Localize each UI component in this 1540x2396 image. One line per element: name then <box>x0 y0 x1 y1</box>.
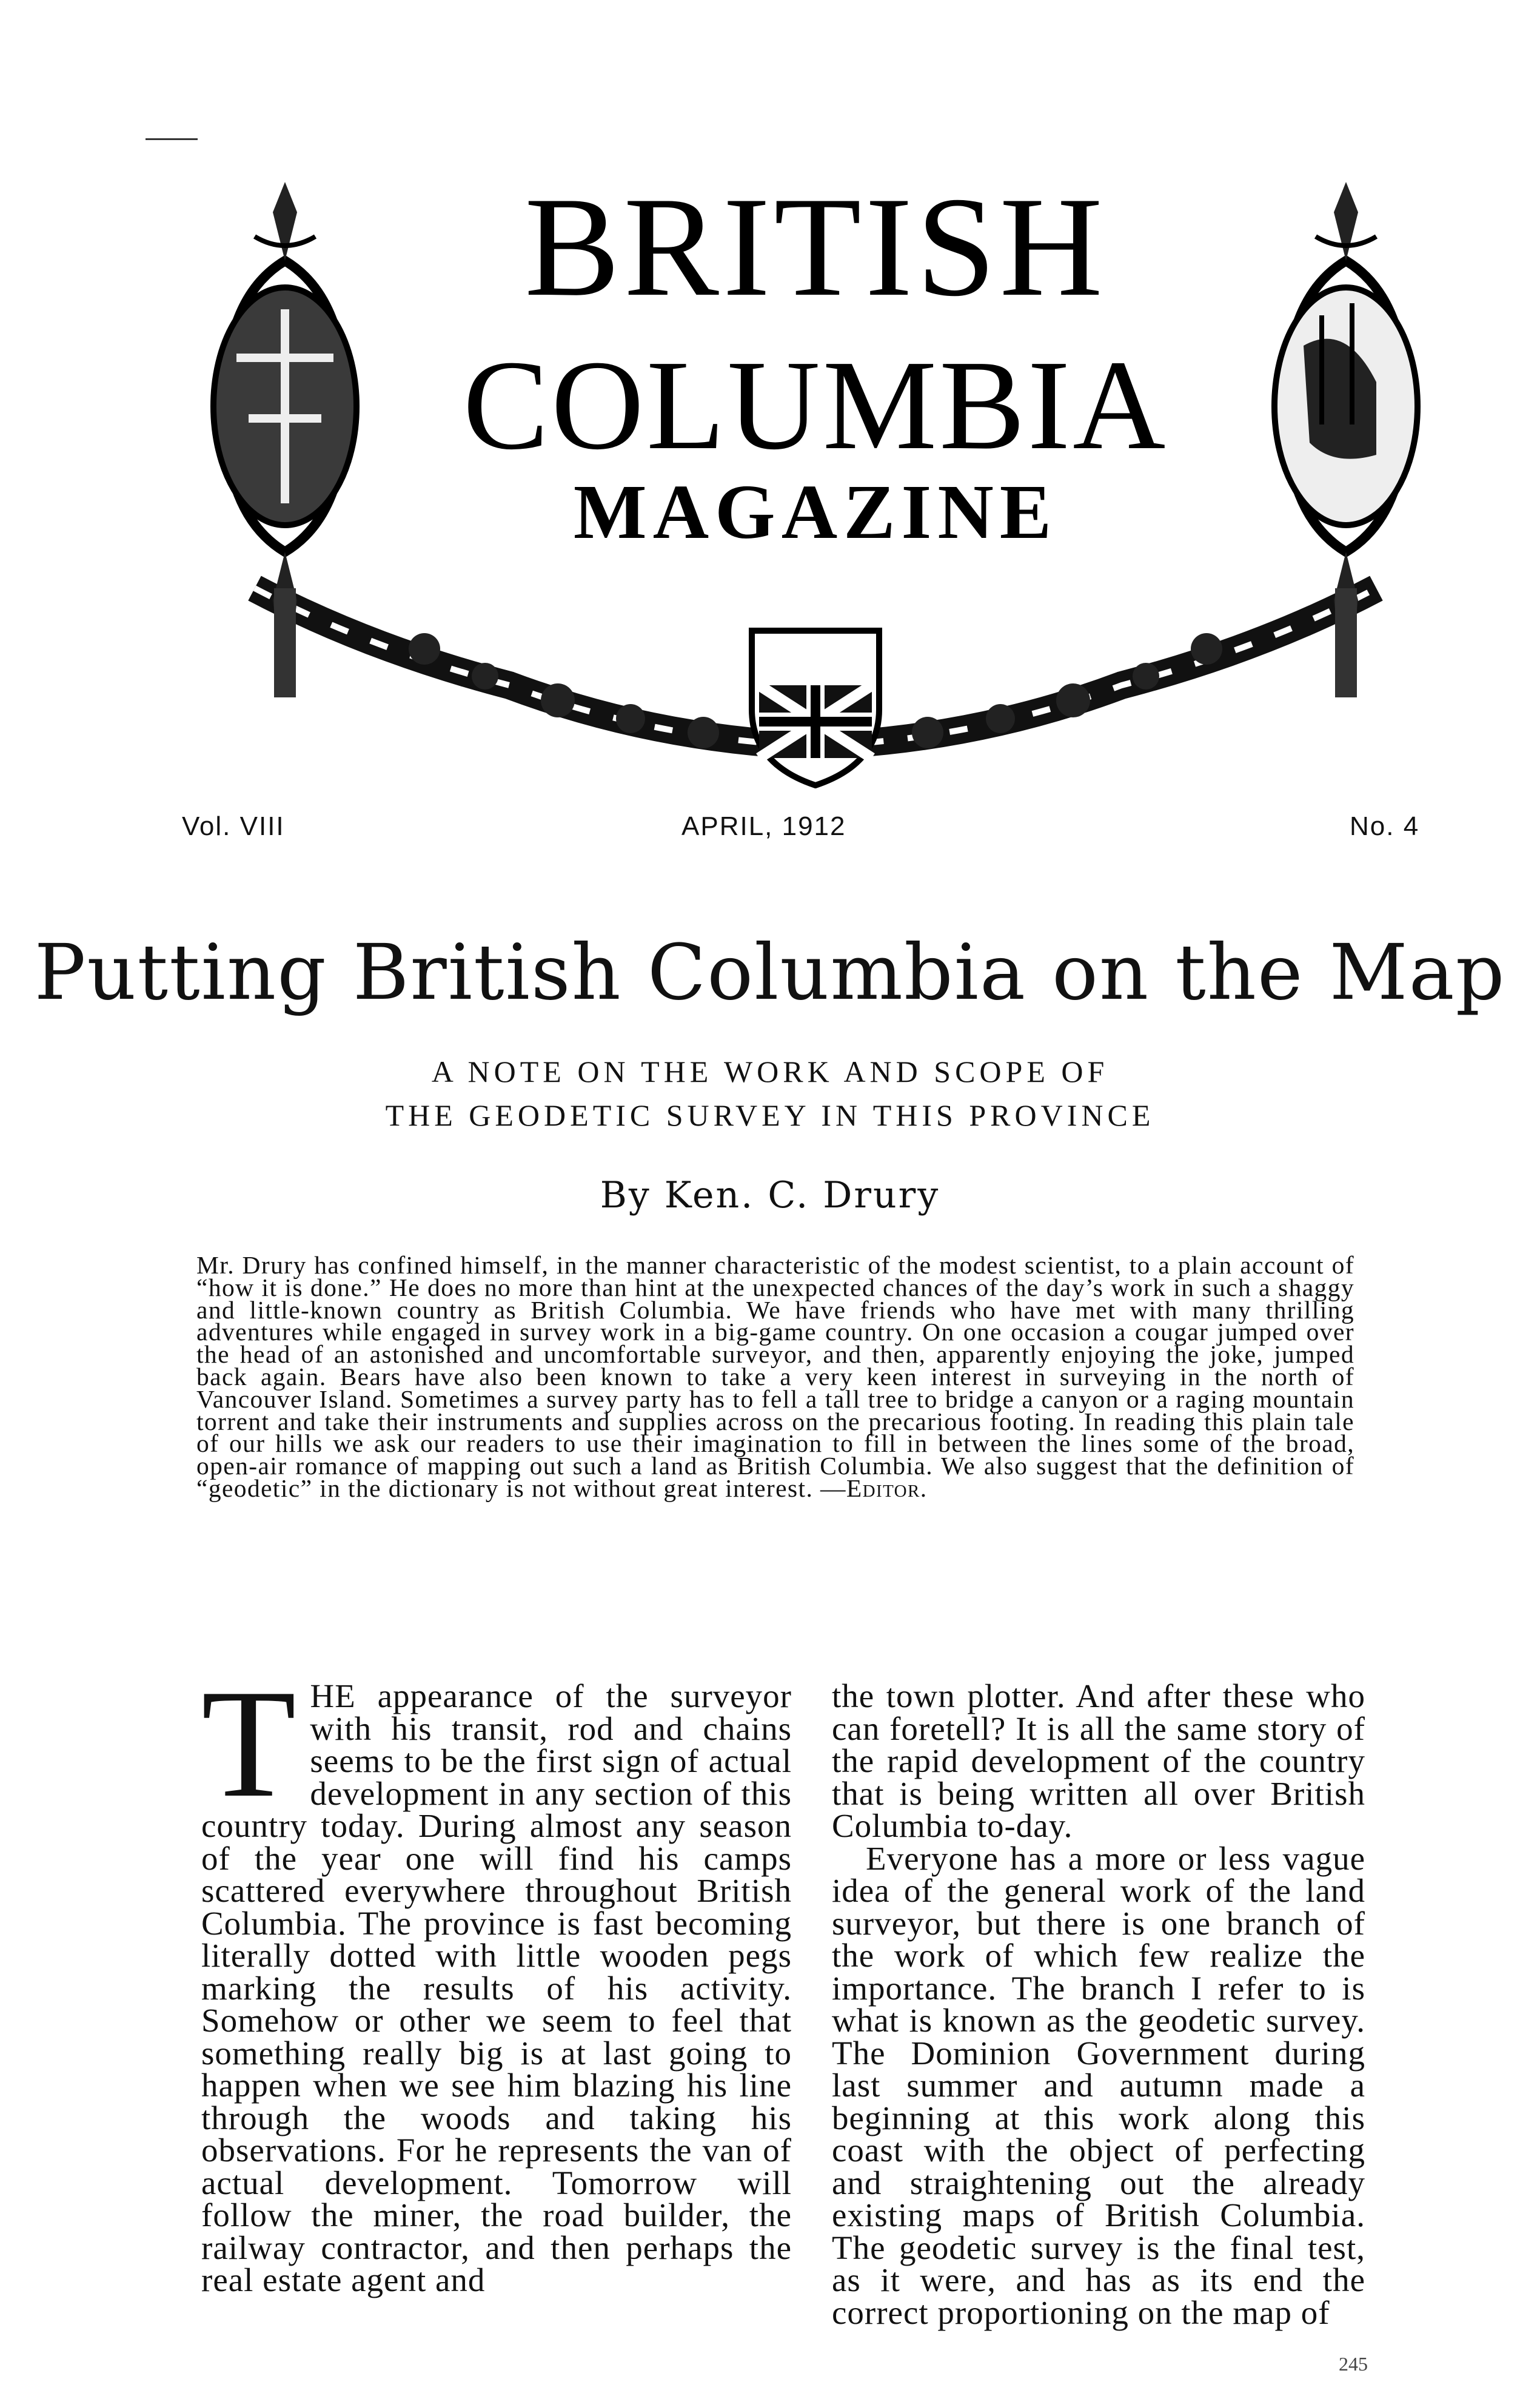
article-subtitle-line2: THE GEODETIC SURVEY IN THIS PROVINCE <box>385 1098 1155 1132</box>
masthead-line-columbia: COLUMBIA <box>463 334 1168 476</box>
issue-date: APRIL, 1912 <box>681 811 846 841</box>
masthead-line-magazine: MAGAZINE <box>573 469 1058 555</box>
editor-signature: —Editor. <box>820 1474 928 1502</box>
article-title: Putting British Columbia on the Map <box>34 928 1506 1017</box>
page-number: 245 <box>1339 2353 1368 2375</box>
right-column-paragraph-2: Everyone has a more or less vague idea of the general work of the land surveyor, but there is one branch of the work of which few realize the importance. The branch I refer to is what is known as the geodetic survey. The Dominion Government during last summer and autumn made a beginning at this work along this coast with the object of perfecting and straightening out the already existing maps of British Columbia. The geodetic survey is the final test, as it were, and has as its end the correct proportioning on the map of <box>832 1839 1365 2331</box>
right-column-paragraph-1: the town plotter. And after these who can foretell? It is all the same story of the rapid development of the country that is being written all over British Columbia to-day. <box>832 1677 1365 1844</box>
masthead-line-british: BRITISH <box>524 168 1106 326</box>
left-column <box>201 1658 792 2298</box>
editor-note-text: Mr. Drury has confined himself, in the manner characteristic of the modest scientist, to a plain account of “how it is done.” He does no more than hint at the unexpected chances of the day’s work in such a shaggy and little-known country as British Columbia. We have friends who have met with many thrilling adventures while engaged in survey work in a big-game country. On one occasion a cougar jumped over the head of an astonished and uncomfortable surveyor, and then, apparently enjoying the joke, jumped back again. Bears have also been known to take a very keen interest in surveying in the north of Vancouver Island. Sometimes a survey party has to fell a tall tree to bridge a canyon or a raging mountain torrent and take their instruments and supplies across on the precarious footing. In reading this plain tale of our hills we ask our readers to use their imagination to fill in between the lines some of the broad, open-air romance of mapping out such a land as British Columbia. We also suggest that the definition of “geodetic” in the dictionary is not without great interest. <box>196 1251 1354 1502</box>
editor-note <box>196 1251 1354 1502</box>
shield-emblem <box>752 631 879 785</box>
left-column-text: HE appearance of the surveyor with his transit, rod and chains seems to be the first sign of actual development in any section of this country today. During almost any season of the year one will find his camps scattered everywhere throughout British Columbia. The province is fast becoming literally dotted with little wooden pegs marking the results of his activity. Somehow or other we seem to feel that something really big is at last going to happen when we see him blazing his line through the woods and taking his observations. For he represents the van of actual development. Tomorrow will follow the miner, the road builder, the railway contractor, and then perhaps the real estate agent and <box>201 1677 792 2298</box>
article-subtitle-line1: A NOTE ON THE WORK AND SCOPE OF <box>431 1055 1109 1089</box>
right-column <box>832 1677 1365 2331</box>
margin-dash <box>146 138 198 140</box>
issue-number: No. 4 <box>1350 811 1420 841</box>
masthead <box>170 164 1461 788</box>
drop-cap: T <box>201 1658 297 1830</box>
volume-label: Vol. VIII <box>182 811 285 841</box>
left-column-paragraph <box>201 1658 792 2298</box>
byline: By Ken. C. Drury <box>600 1174 940 1216</box>
